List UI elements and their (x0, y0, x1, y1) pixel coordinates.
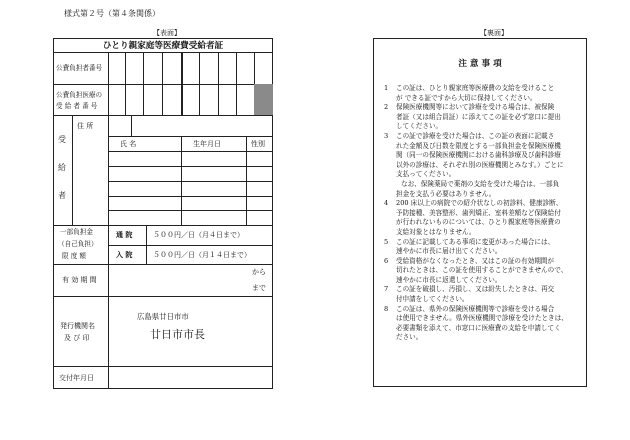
sex-label: 性別 (251, 140, 265, 148)
validity-to: まで (252, 284, 266, 292)
outpatient-value: ５００円／日（月４日まで） (153, 231, 244, 239)
check-digit-shade (254, 84, 273, 115)
note-item: 8 この証は、県外の保険医療機関等で診療を受ける場合 は使用できません。県外医療機関で診療を受けたときは、 必要書類を添えて、市窓口に医療費の支給を申請してく ださい。 (384, 304, 568, 342)
name-label: 氏 名 (120, 140, 137, 148)
front-title: ひとり親家庭等医療費受給者証 (102, 41, 224, 51)
payer-number-label: 公費負担者番号 (56, 64, 103, 72)
note-item: 5 この証に記載してある事項に変更があった場合には、 速やかに市長に届け出てください。 (384, 237, 555, 256)
note-item: 1 この証は、ひとり親家庭等医療費の支給を受けること が できる証ですから大切に保持してください。 (384, 84, 555, 102)
recipient-number-label-2: 受 給 者 番 号 (56, 102, 98, 110)
birth-label: 生年月日 (193, 140, 221, 148)
form-number: 様式第２号（第４条関係） (64, 9, 160, 18)
validity-label: 有 効 期 間 (62, 276, 97, 284)
notes-list (384, 84, 582, 343)
inpatient-value: ５００円／日（月１４日まで） (153, 251, 251, 259)
note-item: 2 保険医療機関等において診療を受ける場合は、被保険 者証（又は組合員証）に添えてこの証を必ず窓口に提出 してください。 (384, 103, 561, 131)
address-label: 住 所 (77, 122, 94, 130)
inpatient-label: 入 院 (116, 250, 133, 259)
issuer-label-1: 発行機関名 (60, 322, 95, 330)
issuer-label-2: 及 び 印 (64, 334, 90, 342)
note-item: 7 この証を破損し、汚損し、又は紛失したときは、再交 付申請をしてください。 (384, 285, 555, 304)
notes-title: 注 意 事 項 (458, 59, 502, 69)
recipient-char-1: 受 (58, 135, 66, 144)
note-item: なお、保険薬局で薬剤の支給を受けた場合は、一部負 担金を支払う必要はありません。 (396, 179, 560, 198)
copay-label-1: 一部負担金 (60, 228, 93, 236)
recipient-number-label-1: 公費負担医療の (56, 91, 103, 99)
issuer-mayor: 廿日市市長 (150, 328, 205, 341)
validity-from: から (252, 268, 266, 276)
issue-date-label: 交付年月日 (59, 374, 94, 382)
front-label: 【表面】 (153, 29, 181, 37)
note-item: 4 200 床以上の病院での紹介状なしの初診料、健康診断、 予防接種、美容整形、歯列矯正、室料差額など保険給付 が行われないものについては、ひとり親家庭等医療費の 支給対象とはなりません。 (384, 199, 563, 236)
payer-number-cells[interactable] (108, 52, 273, 84)
copay-label-3: 限 度 額 (62, 252, 86, 260)
note-item: 6 受給資格がなくなったとき、又はこの証の有効期間が 切れたときは、この証を使用することができませんので、 速やかに市長に返還してください。 (384, 256, 568, 284)
recipient-char-3: 者 (58, 191, 66, 200)
outpatient-label: 通 院 (116, 230, 133, 239)
back-label: 【裏面】 (480, 29, 508, 37)
recipient-number-cells[interactable] (108, 84, 273, 115)
issuer-org: 広島県廿日市市 (137, 312, 189, 321)
copay-label-2: （自己負担） (58, 240, 98, 248)
recipient-char-2: 給 (58, 163, 66, 172)
note-item: 3 この証で診療を受けた場合は、この証の表面に記載さ れた金額及び日数を限度とする一部負担金を保険医療機 関（同一の保険医療機関における歯科診療及び歯科診療 以外の診療は、それぞれ別の医療機関とみなす。）ごとに 支払ってください。 (384, 131, 564, 179)
